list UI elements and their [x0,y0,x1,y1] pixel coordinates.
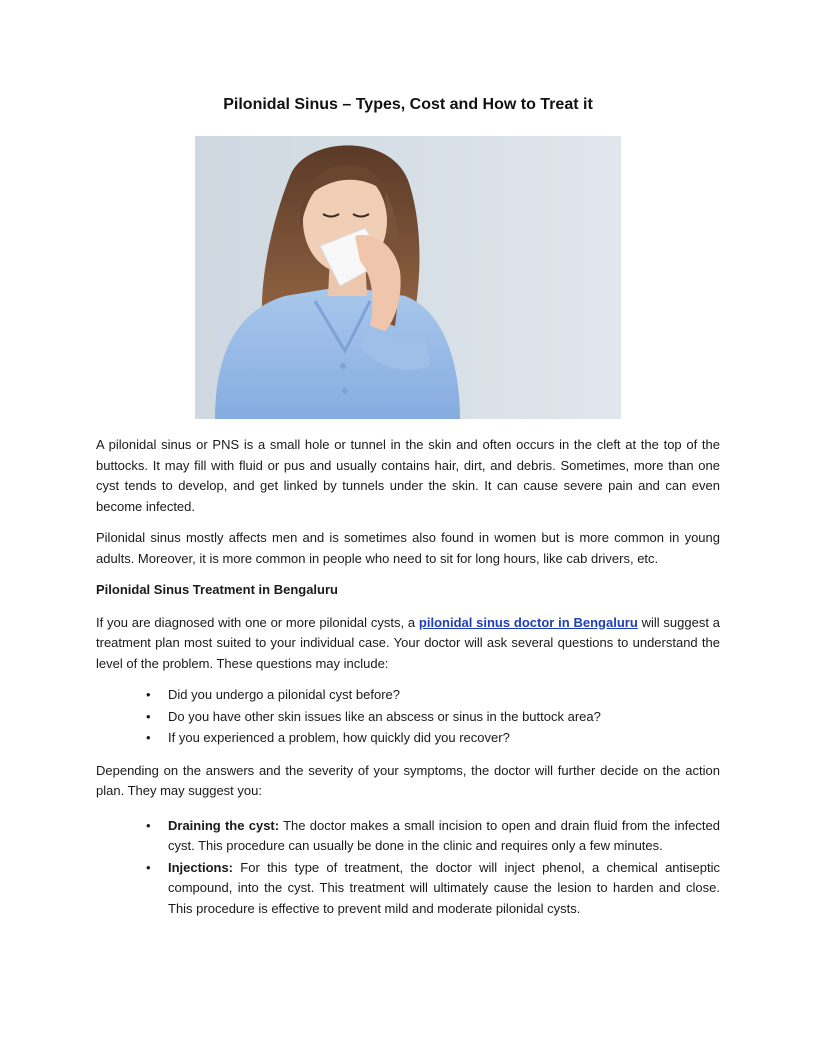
bullet-icon: • [146,817,151,833]
list-item [146,728,720,749]
list-item [146,858,720,920]
bullet-icon: • [146,859,151,875]
list-item [146,685,720,706]
questions-list [96,685,720,749]
option-text: The doctor makes a small incision to open and drain fluid from the infected cyst. This procedure can usually be done in the clinic and requires only a few minutes. [168,817,720,853]
hero-photo [195,136,621,419]
section-heading: Pilonidal Sinus Treatment in Bengaluru [96,582,338,597]
doctor-link[interactable]: pilonidal sinus doctor in Bengaluru [418,614,638,630]
treatment-options-list [96,816,720,920]
bullet-icon: • [146,708,151,724]
treatment-text-before: If you are diagnosed with one or more pilonidal cysts, a [96,614,419,630]
option-label: Injections: [168,859,234,875]
intro-paragraph-1: A pilonidal sinus or PNS is a small hole or tunnel in the skin and often occurs in the cleft at the top of the buttocks. It may fill with fluid or pus and usually contains hair, dirt, and debris. Sometimes, more than one cyst tends to develop, and get linked by tunnels under the skin. It can cause severe pain and can even become infected. [96,437,720,514]
option-label: Draining the cyst: [168,817,280,833]
treatment-text-after: will suggest a treatment plan most suited to your individual case. Your doctor will ask several questions to understand the level of the problem. These questions may include: [96,614,720,671]
page-title: Pilonidal Sinus – Types, Cost and How to Treat it [223,96,593,113]
list-item [146,816,720,857]
bullet-icon: • [146,687,151,702]
article-body [96,435,720,931]
list-item-text: If you experienced a problem, how quickly did you recover? [168,730,510,745]
list-item-text: Did you undergo a pilonidal cyst before? [168,687,400,702]
action-plan-paragraph: Depending on the answers and the severity of your symptoms, the doctor will further decide on the action plan. They may suggest you: [96,762,720,798]
option-text: For this type of treatment, the doctor will inject phenol, a chemical antiseptic compound, into the cyst. This treatment will ultimately cause the lesion to harden and close. This procedure is effective to prevent mild and moderate pilonidal cysts. [168,859,720,916]
intro-paragraph-2: Pilonidal sinus mostly affects men and is sometimes also found in women but is more common in young adults. Moreover, it is more common in people who need to sit for long hours, like cab drivers, etc. [96,530,720,566]
list-item-text: Do you have other skin issues like an abscess or sinus in the buttock area? [168,708,601,724]
woman-sneezing-illustration [195,136,621,419]
treatment-paragraph [96,613,720,675]
list-item [146,707,720,728]
bullet-icon: • [146,730,151,745]
